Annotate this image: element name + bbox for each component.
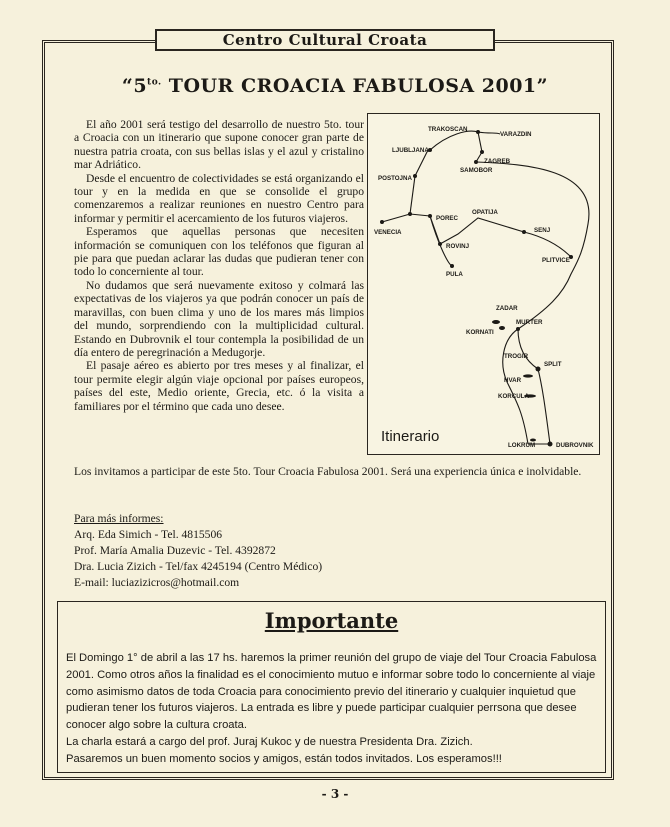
city-dot xyxy=(480,150,484,154)
island-shape xyxy=(523,374,533,377)
contact-line: Dra. Lucia Zizich - Tel/fax 4245194 (Centro Médico) xyxy=(74,560,323,573)
city-dot xyxy=(548,442,553,447)
city-dot xyxy=(438,242,442,246)
city-dot xyxy=(413,174,417,178)
route-diagram xyxy=(368,114,601,456)
city-label: SAMOBOR xyxy=(460,167,493,174)
route-segment xyxy=(478,132,482,152)
city-dot xyxy=(516,327,520,331)
page-title xyxy=(0,75,670,97)
route-segment xyxy=(430,216,452,266)
city-label: TRAKOSCAN xyxy=(428,126,468,133)
city-label: SPLIT xyxy=(544,361,562,368)
city-label: ROVINJ xyxy=(446,243,470,250)
route-segment xyxy=(538,369,550,444)
route-segment xyxy=(382,214,410,222)
city-label: OPATIJA xyxy=(472,209,498,216)
route-segment xyxy=(518,329,538,369)
city-label: PLITVICE xyxy=(542,257,570,264)
route-segment xyxy=(430,131,500,150)
contacts-block xyxy=(74,511,322,591)
route-segment xyxy=(524,232,571,257)
paragraph: Desde el encuentro de colectividades se está organizando el tour y en la medida en que se consolide el grupo comenzaremos a realizar reuniones en nuestro Centro para informar y permitir el acercamiento de los futuros viajeros. xyxy=(74,171,364,225)
important-line: El Domingo 1° de abril a las 17 hs. haremos la primer reunión del grupo de viaje del Tour Croacia Fabulosa 2001. Como otros años la finalidad es el conocimiento mutuo e informar sobre todo lo concerniente al viaje como asimismo datos de toda Croacia para conocimiento previo del itinerario y cualquier inquietud que pudieran tener los futuros viajeros. La entrada es libre y puede participar cualquier perrsona que desee conocer algo sobre la cultura croata. xyxy=(66,652,597,732)
city-label: ZAGREB xyxy=(484,158,511,165)
title-rest: TOUR CROACIA FABULOSA 2001” xyxy=(161,75,549,97)
article-body xyxy=(74,118,364,413)
city-label: KORCULA xyxy=(498,393,529,400)
page-number: - 3 - xyxy=(321,787,349,801)
city-label: ZADAR xyxy=(496,305,518,312)
contacts-header: Para más informes: xyxy=(74,512,164,525)
city-dot xyxy=(476,130,480,134)
important-line: Pasaremos un buen momento socios y amigos, están todos invitados. Los esperamos!!! xyxy=(66,752,502,765)
city-label: POSTOJNA xyxy=(378,175,412,182)
paragraph: El año 2001 será testigo del desarrollo de nuestro 5to. tour a Croacia con un itinerario que supone conocer gran parte de nuestra patria croata, con sus bellas islas y el azul y cristalino mar Adriático. xyxy=(74,118,364,172)
city-label: MURTER xyxy=(516,319,543,326)
city-dot xyxy=(408,212,412,216)
city-label: PULA xyxy=(446,271,463,278)
route-segment xyxy=(410,214,430,216)
city-label: KORNATI xyxy=(466,329,494,336)
city-dot xyxy=(536,367,541,372)
title-prefix: “5 xyxy=(121,75,148,97)
city-label: VARAZDIN xyxy=(500,131,532,138)
important-box xyxy=(57,601,606,773)
city-dot xyxy=(522,230,526,234)
city-label: LJUBLJANA xyxy=(392,147,429,154)
city-dot xyxy=(474,160,478,164)
city-label: LOKRUM xyxy=(508,442,536,449)
city-label: SENJ xyxy=(534,227,551,234)
important-line: La charla estará a cargo del prof. Juraj Kukoc y de nuestra Presidenta Dra. Zizich. xyxy=(66,735,473,748)
city-dot xyxy=(428,214,432,218)
city-label: POREC xyxy=(436,215,459,222)
contact-line: Prof. María Amalia Duzevic - Tel. 4392872 xyxy=(74,544,276,557)
island-shape xyxy=(492,320,500,324)
paragraph: El pasaje aéreo es abierto por tres meses y al finalizar, el tour permite elegir algún viaje opcional por países europeos, países del este, Medio oriente, Grecia, etc. ó la visita a familiares por el término que cada uno desee. xyxy=(74,359,364,413)
title-sup: to. xyxy=(147,77,162,88)
important-text xyxy=(66,650,598,768)
city-label: TROGIR xyxy=(504,353,529,360)
contact-line: Arq. Eda Simich - Tel. 4815506 xyxy=(74,528,223,541)
city-dot xyxy=(380,220,384,224)
island-shape xyxy=(499,326,505,330)
map-label: Itinerario xyxy=(381,428,440,445)
itinerary-map xyxy=(367,113,600,455)
route-segment xyxy=(476,162,589,444)
paragraph: No dudamos que será nuevamente exitoso y colmará las expectativas de los viajeros ya que podrán conocer un país de maravillas, con buen clima y uno de los mares más limpios del mundo, sorprendiendo con la multiplicidad cultural. Estando en Dubrovnik el tour contempla la posibilidad de un día entero de peregrinación a Medugorje. xyxy=(74,278,364,359)
header-banner xyxy=(155,29,495,51)
city-label: VENECIA xyxy=(374,229,402,236)
org-name: Centro Cultural Croata xyxy=(222,31,428,49)
paragraph: Esperamos que aquellas personas que necesiten información se comuniquen con los teléfonos que figuran al pie para que puedan aclarar las dudas que pudieran tener con todo lo concerniente al tour. xyxy=(74,225,364,279)
closing-text: Los invitamos a participar de este 5to. Tour Croacia Fabulosa 2001. Será una experiencia única e inolvidable. xyxy=(74,465,582,478)
important-title: Importante xyxy=(264,608,399,633)
city-label: HVAR xyxy=(504,377,522,384)
city-dot xyxy=(450,264,454,268)
contact-email: E-mail: luciazizicros@hotmail.com xyxy=(74,576,240,589)
city-label: DUBROVNIK xyxy=(556,442,594,449)
